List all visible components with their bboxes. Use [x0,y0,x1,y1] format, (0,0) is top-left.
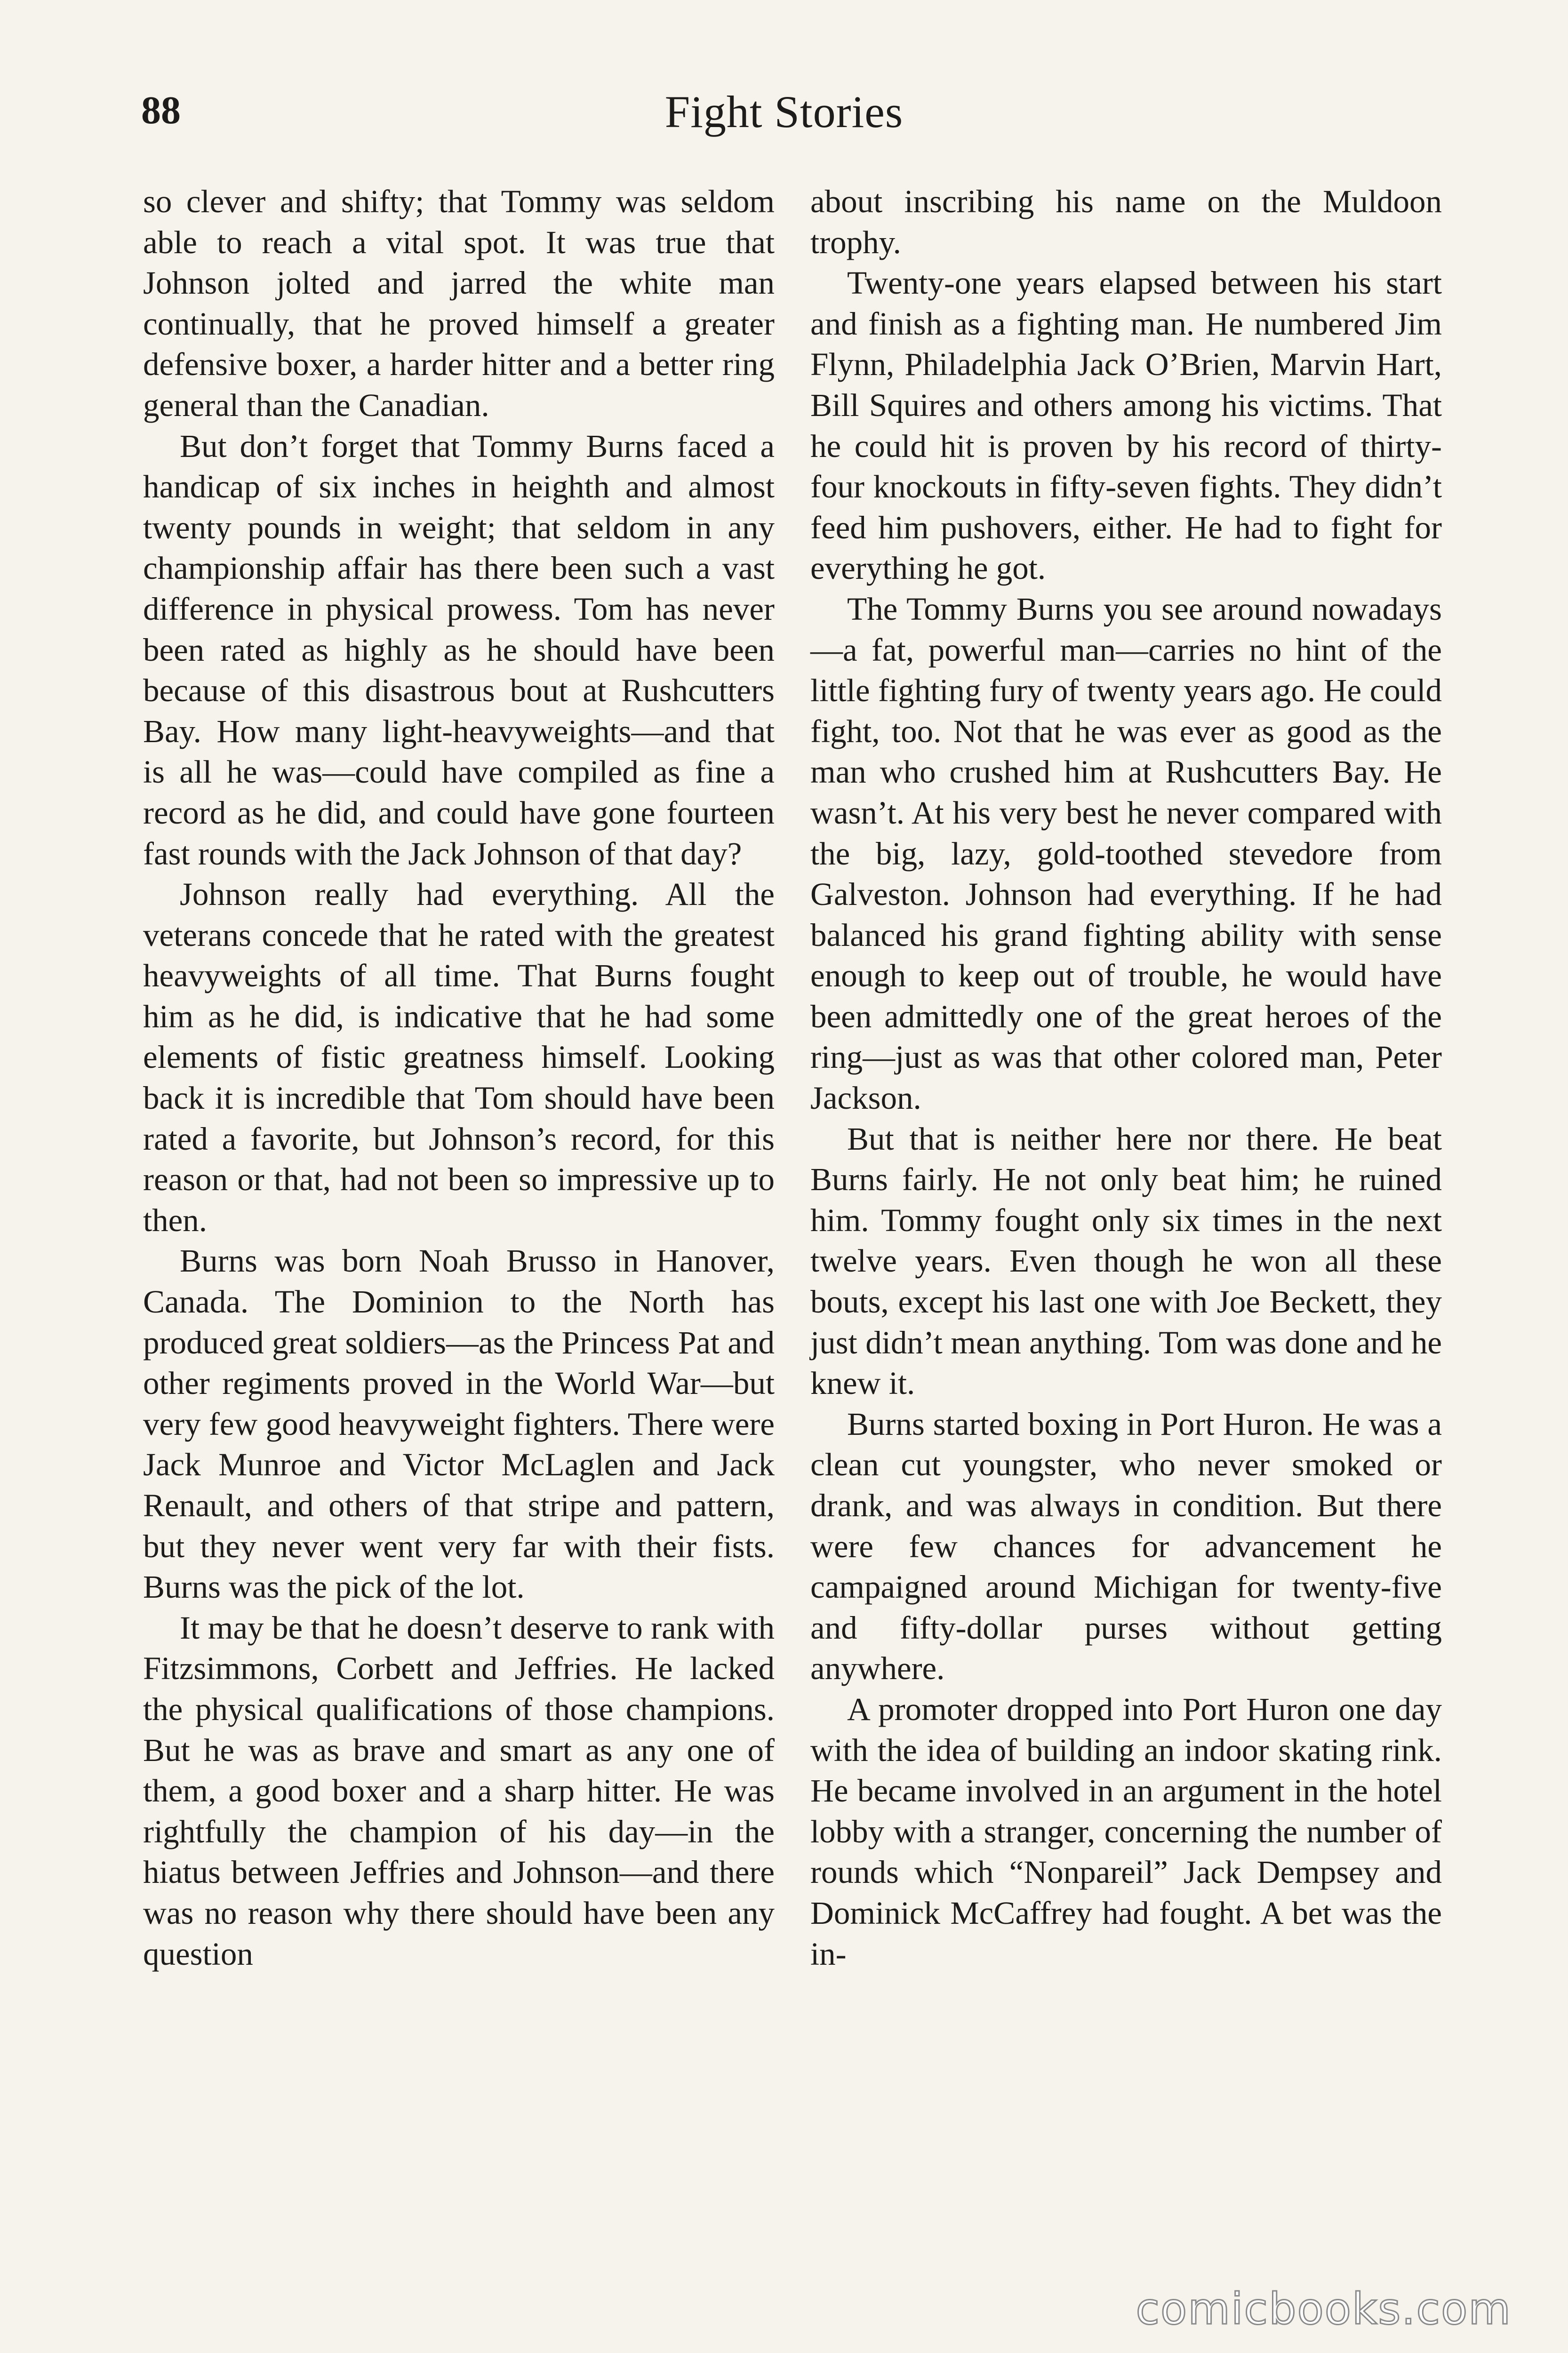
left-paragraph-3: Johnson really had everything. All the veterans concede that he rated with the greatest heavyweights of all time. That Burns fought him as he did, is indicative that he had some elements of fistic greatness himself. Looking back it is incredible that Tom should have been rated a favorite, but Johnson’s record, for this reason or that, had not been so impressive up to then. [143,876,775,1238]
left-paragraph-5: It may be that he doesn’t deserve to rank with Fitzsimmons, Corbett and Jeffries. He lacked the physical qualifications of those champions. But he was as brave and smart as any one of them, a good boxer and a sharp hitter. He was rightfully the champion of his day—in the hiatus between Jeffries and Johnson—and there was no reason why there should have been any question [143,1609,775,1972]
right-paragraph-2: Twenty-one years elapsed between his start and finish as a fighting man. He numbered Jim Flynn, Philadelphia Jack O’Brien, Marvin Hart, Bill Squires and others among his victims. That he could hit is proven by his record of thirty-four knockouts in fifty-seven fights. They didn’t feed him pushovers, either. He had to fight for everything he got. [810,265,1442,586]
left-paragraph-2: But don’t forget that Tommy Burns faced a handicap of six inches in heighth and almost twenty pounds in weight; that seldom in any championship affair has there been such a vast difference in physical prowess. Tom has never been rated as highly as he should have been because of this disastrous bout at Rushcutters Bay. How many light-heavyweights—and that is all he was—could have compiled as fine a record as he did, and could have gone fourteen fast rounds with the Jack Johnson of that day? [143,428,775,872]
left-column [143,181,775,1974]
right-paragraph-5: Burns started boxing in Port Huron. He was a clean cut youngster, who never smoked or drank, and was always in condition. But there were few chances for advancement he campaigned around Michigan for twenty-five and fifty-dollar purses without getting anywhere. [810,1406,1442,1687]
watermark: comicbooks.com [1136,2284,1512,2334]
page-number: 88 [141,88,181,132]
right-paragraph-4: But that is neither here nor there. He beat Burns fairly. He not only beat him; he ruined him. Tommy fought only six times in the next twelve years. Even though he won all these bouts, except his last one with Joe Beckett, they just didn’t mean anything. Tom was done and he knew it. [810,1120,1442,1401]
right-column [810,181,1442,1974]
left-paragraph-4: Burns was born Noah Brusso in Hanover, Canada. The Dominion to the North has produced great soldiers—as the Princess Pat and other regiments proved in the World War—but very few good heavyweight fighters. There were Jack Munroe and Victor McLaglen and Jack Renault, and others of that stripe and pattern, but they never went very far with their fists. Burns was the pick of the lot. [143,1243,775,1605]
running-title: Fight Stories [664,87,904,137]
left-paragraph-1: so clever and shifty; that Tommy was seldom able to reach a vital spot. It was true that Johnson jolted and jarred the white man continually, that he proved himself a greater defensive boxer, a harder hitter and a better ring general than the Canadian. [143,184,775,423]
right-paragraph-3: The Tommy Burns you see around nowadays—a fat, powerful man—carries no hint of the little fighting fury of twenty years ago. He could fight, too. Not that he was ever as good as the man who crushed him at Rushcutters Bay. He wasn’t. At his very best he never compared with the big, lazy, gold-toothed stevedore from Galveston. Johnson had everything. If he had balanced his grand fighting ability with sense enough to keep out of trouble, he would have been admittedly one of the great heroes of the ring—just as was that other colored man, Peter Jackson. [810,591,1442,1116]
right-paragraph-1: about inscribing his name on the Muldoon trophy. [810,184,1442,260]
right-paragraph-6: A promoter dropped into Port Huron one day with the idea of building an indoor skating rink. He became involved in an argument in the hotel lobby with a stranger, concerning the number of rounds which “Nonpareil” Jack Dempsey and Dominick McCaffrey had fought. A bet was the in- [810,1691,1442,1972]
